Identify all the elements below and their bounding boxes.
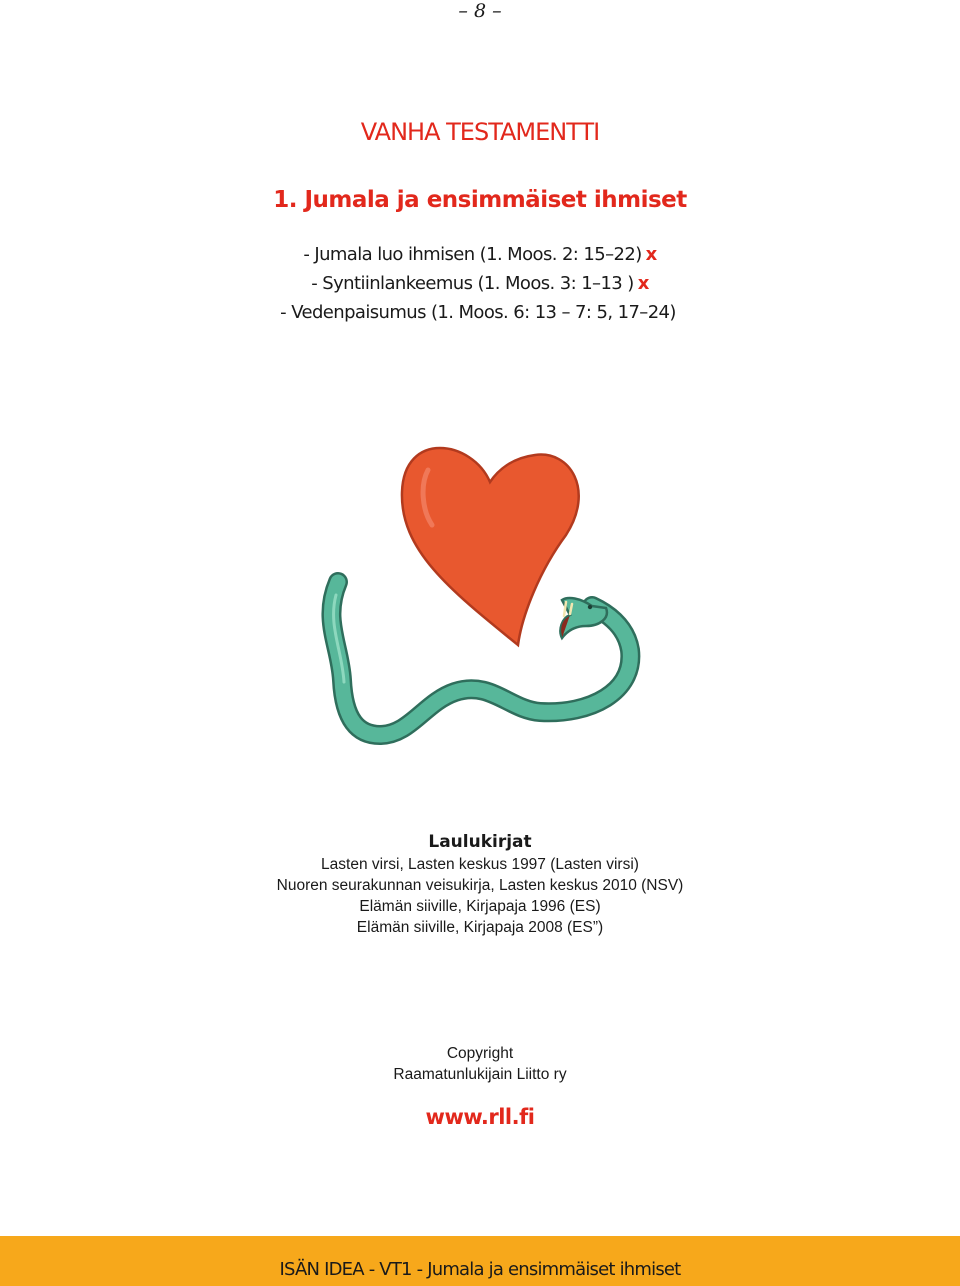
copyright-holder: Raamatunlukijain Liitto ry xyxy=(393,1066,567,1083)
reference-text: - Vedenpaisumus (1. Moos. 6: 13 – 7: 5, 17–24) xyxy=(280,302,676,323)
songbooks-heading: Laulukirjat xyxy=(428,832,532,852)
songbook-line: Lasten virsi, Lasten keskus 1997 (Lasten virsi) xyxy=(321,856,639,873)
heart-and-snake-illustration xyxy=(300,430,660,775)
footer-bar xyxy=(0,1236,960,1286)
reference-line xyxy=(0,269,960,298)
songbook-line: Nuoren seurakunnan veisukirja, Lasten keskus 2010 (NSV) xyxy=(276,877,684,894)
songbook-line: Elämän siiville, Kirjapaja 1996 (ES) xyxy=(359,898,601,915)
website-link[interactable]: www.rll.fi xyxy=(425,1105,535,1129)
reference-line xyxy=(0,298,960,327)
songbook-line: Elämän siiville, Kirjapaja 2008 (ES”) xyxy=(356,919,604,936)
section-title: VANHA TESTAMENTTI xyxy=(360,118,600,146)
heart-shape xyxy=(402,448,579,645)
reference-mark: x xyxy=(645,244,657,265)
reference-text: - Jumala luo ihmisen (1. Moos. 2: 15–22) xyxy=(303,244,642,265)
lesson-title: 1. Jumala ja ensimmäiset ihmiset xyxy=(273,187,687,213)
songbooks-section xyxy=(0,830,960,938)
scripture-references xyxy=(0,240,960,327)
reference-text: - Syntiinlankeemus (1. Moos. 3: 1–13 ) xyxy=(311,273,634,294)
page-number: – 8 – xyxy=(458,0,502,22)
footer-text: ISÄN IDEA - VT1 - Jumala ja ensimmäiset ihmiset xyxy=(279,1259,681,1280)
reference-line xyxy=(0,240,960,269)
copyright-label: Copyright xyxy=(446,1045,514,1062)
copyright-block xyxy=(0,1043,960,1085)
reference-mark: x xyxy=(637,273,649,294)
